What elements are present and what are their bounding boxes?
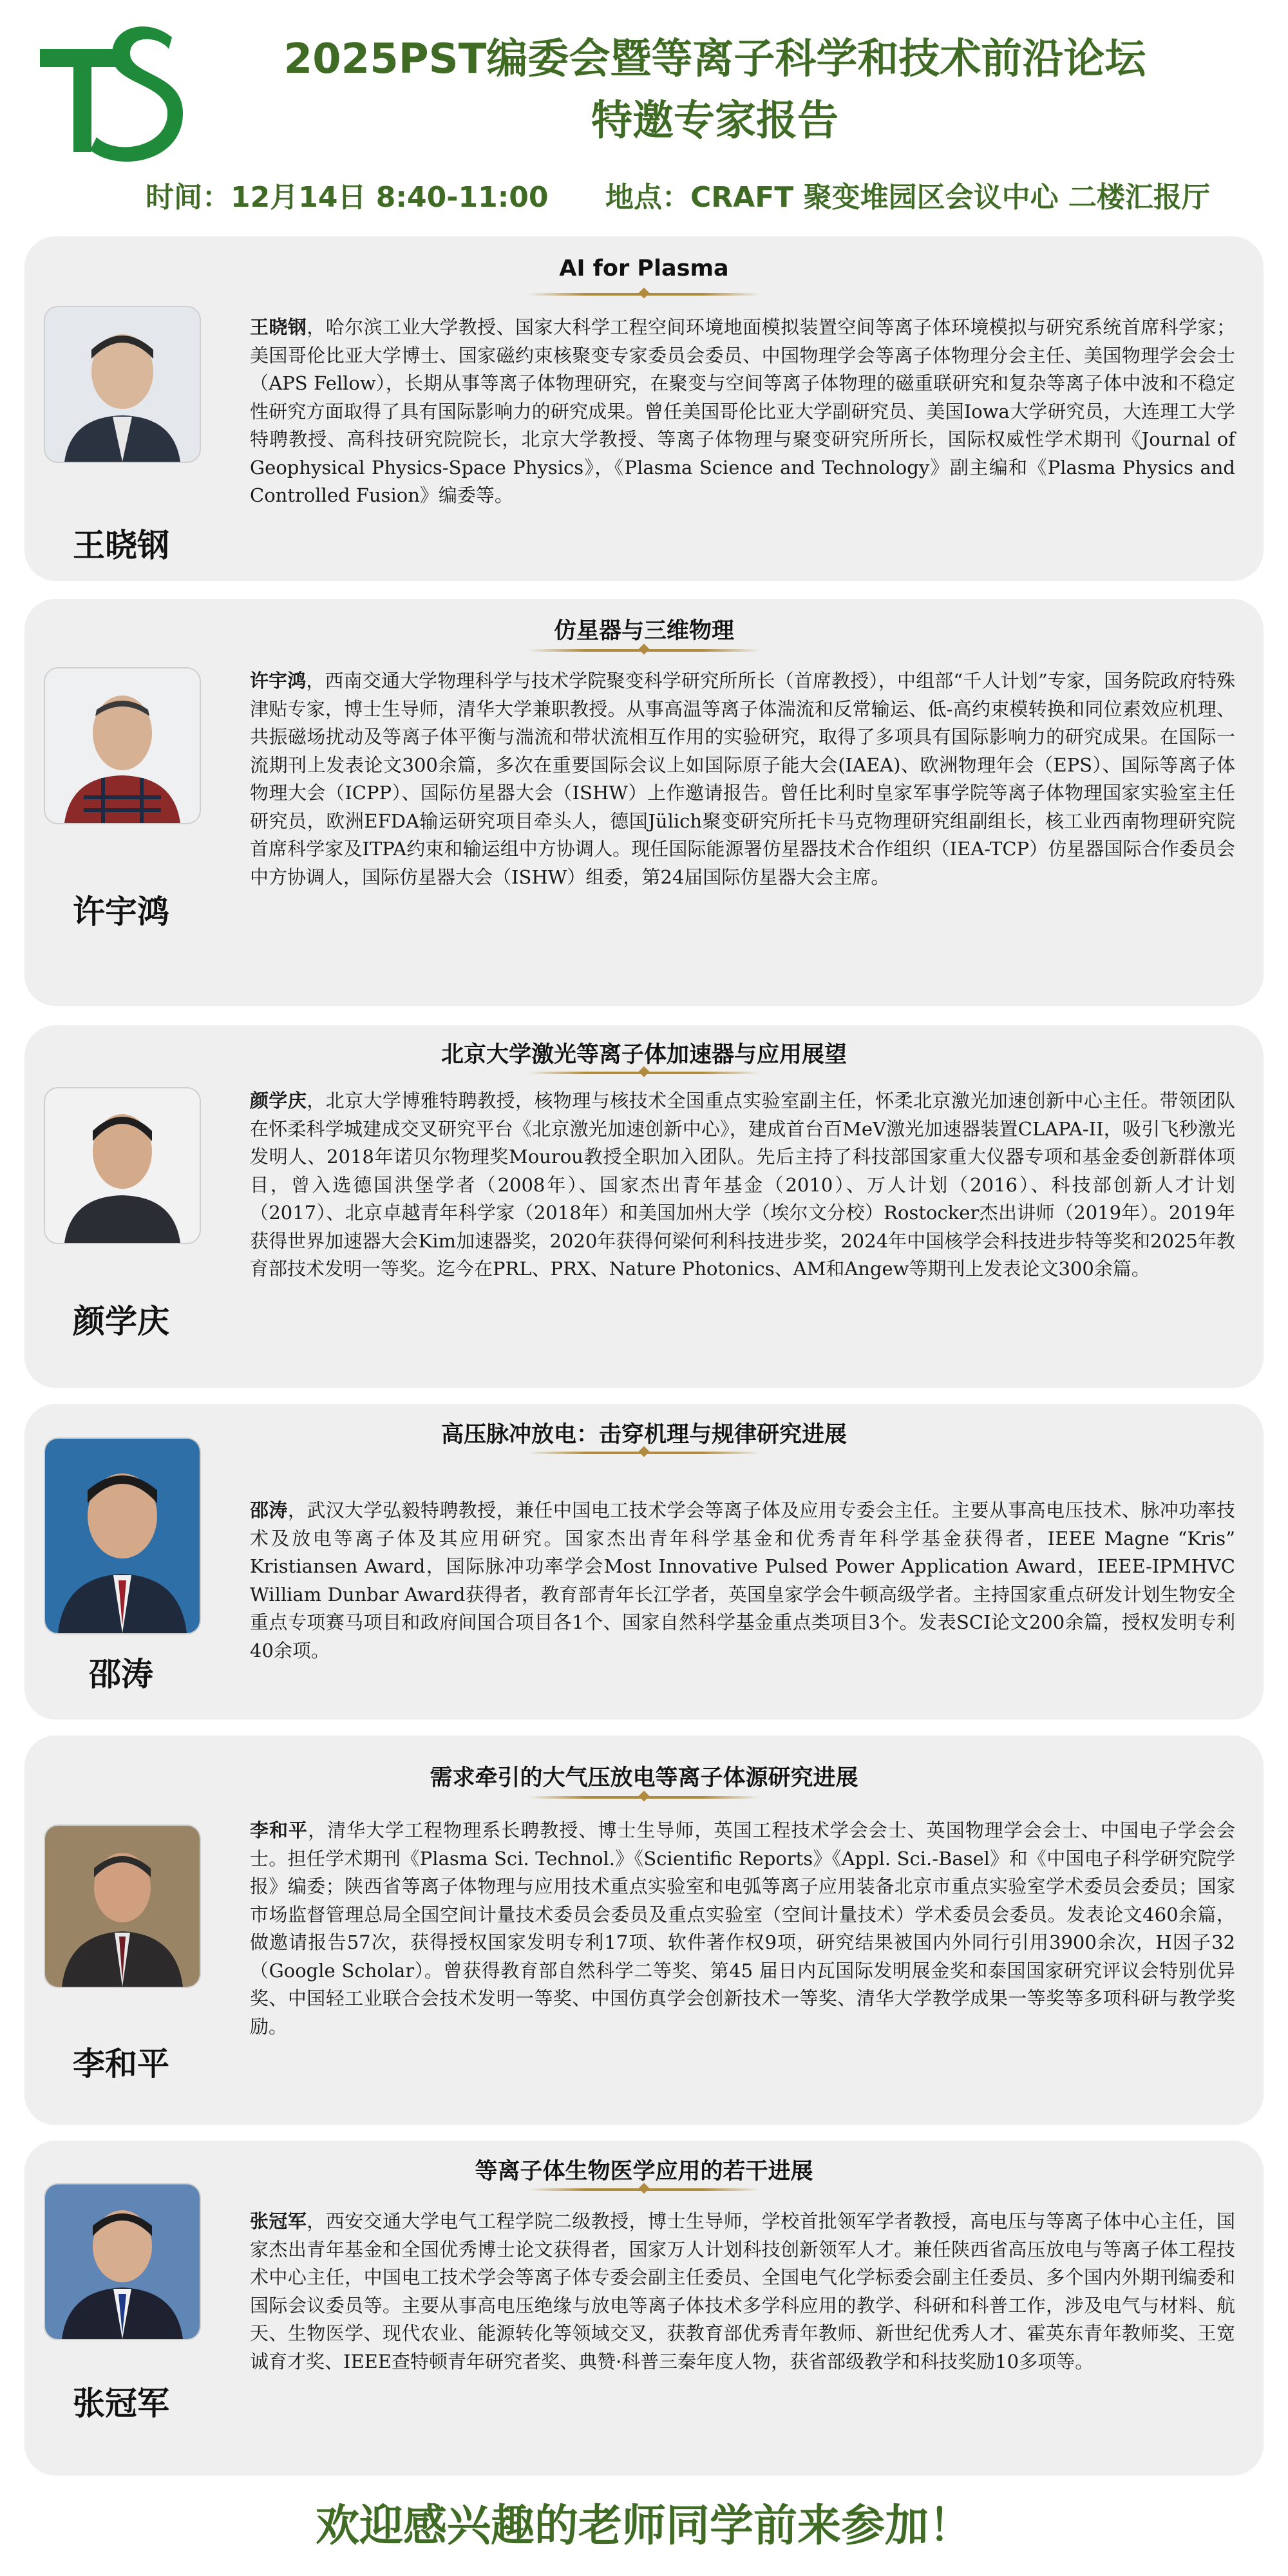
bio-text: ，哈尔滨工业大学教授、国家大科学工程空间环境地面模拟装置空间等离子体环境模拟与研究系统首席科学家；美国哥伦比亚大学博士、国家磁约束核聚变专家委员会委员、中国物理学会等离子体物理分会主任、美国物理学会会士（APS Fellow），长期从事等离子体物理研究，在聚变与空间等离子体物理的磁重联研究和复杂等离子体中波和不稳定性研究方面取得了具有国际影响力的研究成果。曾任美国哥伦比亚大学副研究员、美国Iowa大学研究员，大连理工大学特聘教授、高科技研究院院长，北京大学教授、等离子体物理与聚变研究所所长，国际权威性学术期刊《Journal of Geophysical Physics-Space Physics》，《Plasma Science and Technology》副主编和《Plasma Physics and Controlled Fusion》编委等。 [250, 316, 1235, 506]
talk-title: 北京大学激光等离子体加速器与应用展望 [440, 1042, 847, 1068]
speaker-name: 王晓钢 [73, 527, 169, 564]
talk-card [24, 2141, 1264, 2476]
bio-speaker-name: 张冠军 [250, 2210, 307, 2232]
speaker-bio [250, 2208, 1235, 2376]
speaker-name: 许宇鸿 [73, 893, 169, 931]
event-place: 地点：CRAFT 聚变堆园区会议中心 二楼汇报厅 [605, 181, 1210, 214]
footer-welcome: 欢迎感兴趣的老师同学前来参加！ [315, 2501, 972, 2552]
bio-speaker-name: 李和平 [250, 1819, 308, 1841]
speaker-photo [44, 1087, 201, 1244]
talk-card [24, 236, 1264, 581]
bio-text: ，西南交通大学物理科学与技术学院聚变科学研究所所长（首席教授），中组部“千人计划”专家，国务院政府特殊津贴专家，博士生导师，清华大学兼职教授。从事高温等离子体湍流和反常输运、低-高约束模转换和同位素效应机理、共振磁场扰动及等离子体平衡与湍流和带状流相互作用的实验研究，取得了多项具有国际影响力的研究成果。在国际一流期刊上发表论文300余篇，多次在重要国际会议上如国际原子能大会(IAEA)、欧洲物理年会（EPS）、国际等离子体物理大会（ICPP）、国际仿星器大会（ISHW）上作邀请报告。曾任比利时皇家军事学院等离子体物理国家实验室主任研究员，欧洲EFDA输运研究项目牵头人，德国Jülich聚变研究所托卡马克物理研究组副组长，核工业西南物理研究院首席科学家及ITPA约束和输运组中方协调人。现任国际能源署仿星器技术合作组织（IEA-TCP）仿星器国际合作委员会中方协调人，国际仿星器大会（ISHW）组委，第24届国际仿星器大会主席。 [250, 670, 1235, 888]
speaker-photo [44, 1437, 201, 1634]
tps-logo-icon [40, 18, 194, 166]
talk-title: AI for Plasma [559, 256, 729, 281]
talk-card [24, 1736, 1264, 2125]
bio-text: ，清华大学工程物理系长聘教授、博士生导师，英国工程技术学会会士、英国物理学会会士、中国电子学会会士。担任学术期刊《Plasma Sci. Technol.》《Scientific Reports》《Appl. Sci.-Basel》和《中国电子科学研究院学报》编委；陕西省等离子体物理与应用技术重点实验室和电弧等离子应用装备北京市重点实验室学术委员会委员；国家市场监督管理总局全国空间计量技术委员会委员及重点实验室（空间计量技术）学术委员会委员。发表论文460余篇，做邀请报告57次，获得授权国家发明专利17项、软件著作权9项，研究结果被国内外同行引用3900余次，H因子32（Google Scholar）。曾获得教育部自然科学二等奖、第45 届日内瓦国际发明展金奖和泰国国家研究评议会特别优异奖、中国轻工业联合会技术发明一等奖、中国仿真学会创新技术一等奖、清华大学教学成果一等奖等多项科研与教学奖励。 [250, 1819, 1235, 2038]
talk-title: 需求牵引的大气压放电等离子体源研究进展 [430, 1765, 858, 1791]
talk-title: 高压脉冲放电：击穿机理与规律研究进展 [440, 1422, 847, 1448]
speaker-name: 张冠军 [73, 2385, 169, 2422]
bio-text: ，武汉大学弘毅特聘教授，兼任中国电工技术学会等离子体及应用专委会主任。主要从事高电压技术、脉冲功率技术及放电等离子体及其应用研究。国家杰出青年科学基金和优秀青年科学基金获得者，IEEE Magne “Kris” Kristiansen Award，国际脉冲功率学会Most Innovative Pulsed Power Application Award，IEEE-IPMHVC William Dunbar Award获得者，教育部青年长江学者，英国皇家学会牛顿高级学者。主持国家重点研发计划生物安全重点专项赛马项目和政府间国合项目各1个、国家自然科学基金重点类项目3个。发表SCI论文200余篇，授权发明专利40余项。 [250, 1499, 1235, 1662]
speaker-name: 邵涛 [89, 1656, 153, 1693]
bio-speaker-name: 邵涛 [250, 1499, 288, 1521]
bio-text: ，西安交通大学电气工程学院二级教授，博士生导师，学校首批领军学者教授，高电压与等离子体中心主任，国家杰出青年基金和全国优秀博士论文获得者，国家万人计划科技创新领军人才。兼任陕西省高压放电与等离子体工程技术中心主任，中国电工技术学会等离子体专委会副主任委员、全国电气化学标委会副主任委员、多个国内外期刊编委和国际会议委员等。主要从事高电压绝缘与放电等离子体技术多学科应用的教学、科研和科普工作，涉及电气与材料、航天、生物医学、现代农业、能源转化等领域交叉，获教育部优秀青年教师、新世纪优秀人才、霍英东青年教师奖、王宽诚育才奖、IEEE查特顿青年研究者奖、典赞·科普三秦年度人物，获省部级教学和科技奖励10多项等。 [250, 2210, 1235, 2372]
speaker-bio [250, 1087, 1235, 1283]
speaker-bio [250, 314, 1235, 510]
talk-card [24, 599, 1264, 1006]
title-divider [528, 293, 760, 296]
talk-card [24, 1025, 1264, 1388]
event-time: 时间：12月14日 8:40-11:00 [146, 181, 549, 214]
speaker-photo [44, 306, 201, 463]
bio-text: ，北京大学博雅特聘教授，核物理与核技术全国重点实验室副主任，怀柔北京激光加速创新中心主任。带领团队在怀柔科学城建成交叉研究平台《北京激光加速创新中心》，建成首台百MeV激光加速器装置CLAPA-II，吸引飞秒激光发明人、2018年诺贝尔物理奖Mourou教授全职加入团队。先后主持了科技部国家重大仪器专项和基金委创新群体项目，曾入选德国洪堡学者（2008年）、国家杰出青年基金（2010）、万人计划（2016）、科技部创新人才计划（2017）、北京卓越青年科学家（2018年）和美国加州大学（埃尔文分校）Rostocker杰出讲师（2019年）。2019年获得世界加速器大会Kim加速器奖，2020年获得何梁何利科技进步奖，2024年中国核学会科技进步特等奖和2025年教育部技术发明一等奖。迄今在PRL、PRX、Nature Photonics、AM和Angew等期刊上发表论文300余篇。 [250, 1090, 1235, 1280]
page-subtitle: 特邀专家报告 [591, 97, 838, 145]
page-title: 2025PST编委会暨等离子科学和技术前沿论坛 [283, 35, 1146, 83]
bio-speaker-name: 颜学庆 [250, 1090, 307, 1112]
talk-card [24, 1404, 1264, 1719]
speaker-name: 李和平 [73, 2045, 169, 2083]
speaker-photo [44, 1824, 201, 1988]
title-divider [528, 649, 760, 652]
talk-title: 等离子体生物医学应用的若干进展 [475, 2159, 813, 2184]
bio-speaker-name: 许宇鸿 [250, 670, 307, 692]
speaker-bio [250, 1817, 1235, 2041]
speaker-photo [44, 2183, 201, 2340]
title-divider [528, 1072, 760, 1074]
talk-title: 仿星器与三维物理 [553, 618, 734, 644]
bio-speaker-name: 王晓钢 [250, 316, 307, 338]
title-divider [528, 1796, 760, 1799]
title-divider [528, 2188, 760, 2191]
speaker-bio [250, 667, 1235, 891]
speaker-bio [250, 1497, 1235, 1665]
title-divider [528, 1452, 760, 1454]
speaker-name: 颜学庆 [73, 1303, 169, 1340]
speaker-photo [44, 667, 201, 824]
